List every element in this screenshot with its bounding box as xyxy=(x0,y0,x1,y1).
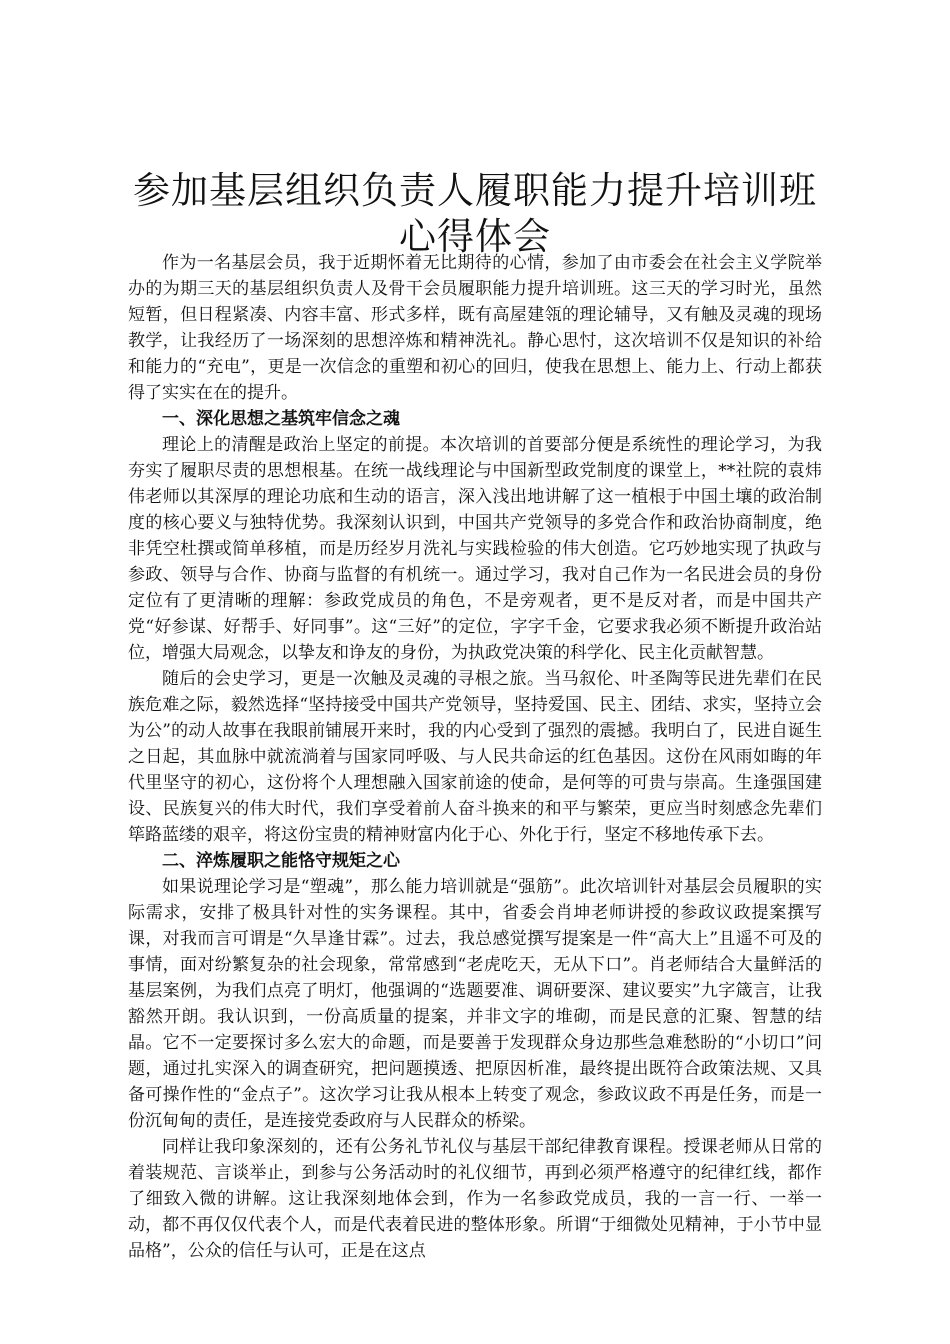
section-1-paragraph-2: 随后的会史学习，更是一次触及灵魂的寻根之旅。当马叙伦、叶圣陶等民进先辈们在民族危难之际，毅然选择“坚持接受中国共产党领导，坚持爱国、民主、团结、求实，坚持立会为公”的动人故事在我眼前铺展开来时，我的内心受到了强烈的震撼。我明白了，民进自诞生之日起，其血脉中就流淌着与国家同呼吸、与人民共命运的红色基因。这份在风雨如晦的年代里坚守的初心，这份将个人理想融入国家前途的使命，是何等的可贵与崇高。生逢强国建设、民族复兴的伟大时代，我们享受着前人奋斗换来的和平与繁荣，更应当时刻感念先辈们筚路蓝缕的艰辛，将这份宝贵的精神财富内化于心、外化于行，坚定不移地传承下去。 xyxy=(128,669,822,845)
intro-paragraph: 作为一名基层会员，我于近期怀着无比期待的心情，参加了由市委会在社会主义学院举办的为期三天的基层组织负责人及骨干会员履职能力提升培训班。这三天的学习时光，虽然短暂，但日程紧凑、内容丰富、形式多样，既有高屋建瓴的理论辅导，又有触及灵魂的现场教学，让我经历了一场深刻的思想淬炼和精神洗礼。静心思忖，这次培训不仅是知识的补给和能力的“充电”，更是一次信念的重塑和初心的回归，使我在思想上、能力上、行动上都获得了实实在在的提升。 xyxy=(128,253,822,403)
section-1-heading: 一、深化思想之基筑牢信念之魂 xyxy=(162,409,400,429)
document-title: 参加基层组织负责人履职能力提升培训班心得体会 xyxy=(133,169,817,258)
section-2-paragraph-1: 如果说理论学习是“塑魂”，那么能力培训就是“强筋”。此次培训针对基层会员履职的实际需求，安排了极具针对性的实务课程。其中，省委会肖坤老师讲授的参政议政提案撰写课，对我而言可谓是“久旱逢甘霖”。过去，我总感觉撰写提案是一件“高大上”且遥不可及的事情，面对纷繁复杂的社会现象，常常感到“老虎吃天，无从下口”。肖老师结合大量鲜活的基层案例，为我们点亮了明灯，他强调的“选题要准、调研要深、建议要实”九字箴言，让我豁然开朗。我认识到，一份高质量的提案，并非文字的堆砌，而是民意的汇聚、智慧的结晶。它不一定要探讨多么宏大的命题，而是要善于发现群众身边那些急难愁盼的“小切口”问题，通过扎实深入的调查研究，把问题摸透、把原因析准，最终提出既符合政策法规、又具备可操作性的“金点子”。这次学习让我从根本上转变了观念，参政议政不再是任务，而是一份沉甸甸的责任，是连接党委政府与人民群众的桥梁。 xyxy=(128,877,822,1131)
section-2-heading: 二、淬炼履职之能恪守规矩之心 xyxy=(162,851,400,871)
document-body xyxy=(128,250,822,1264)
section-1-paragraph-1: 理论上的清醒是政治上坚定的前提。本次培训的首要部分便是系统性的理论学习，为我夯实了履职尽责的思想根基。在统一战线理论与中国新型政党制度的课堂上，**社院的袁炜伟老师以其深厚的理论功底和生动的语言，深入浅出地讲解了这一植根于中国土壤的政治制度的核心要义与独特优势。我深刻认识到，中国共产党领导的多党合作和政治协商制度，绝非凭空杜撰或简单移植，而是历经岁月洗礼与实践检验的伟大创造。它巧妙地实现了执政与参政、领导与合作、协商与监督的有机统一。通过学习，我对自己作为一名民进会员的身份定位有了更清晰的理解：参政党成员的角色，不是旁观者，更不是反对者，而是中国共产党“好参谋、好帮手、好同事”。这“三好”的定位，字字千金，它要求我必须不断提升政治站位，增强大局观念，以挚友和诤友的身份，为执政党决策的科学化、民主化贡献智慧。 xyxy=(128,435,822,663)
section-2-paragraph-2: 同样让我印象深刻的，还有公务礼节礼仪与基层干部纪律教育课程。授课老师从日常的着装规范、言谈举止，到参与公务活动时的礼仪细节，再到必须严格遵守的纪律红线，都作了细致入微的讲解。这让我深刻地体会到，作为一名参政党成员，我的一言一行、一举一动，都不再仅仅代表个人，而是代表着民进的整体形象。所谓“于细微处见精神，于小节中显品格”，公众的信任与认可，正是在这点 xyxy=(128,1137,822,1261)
